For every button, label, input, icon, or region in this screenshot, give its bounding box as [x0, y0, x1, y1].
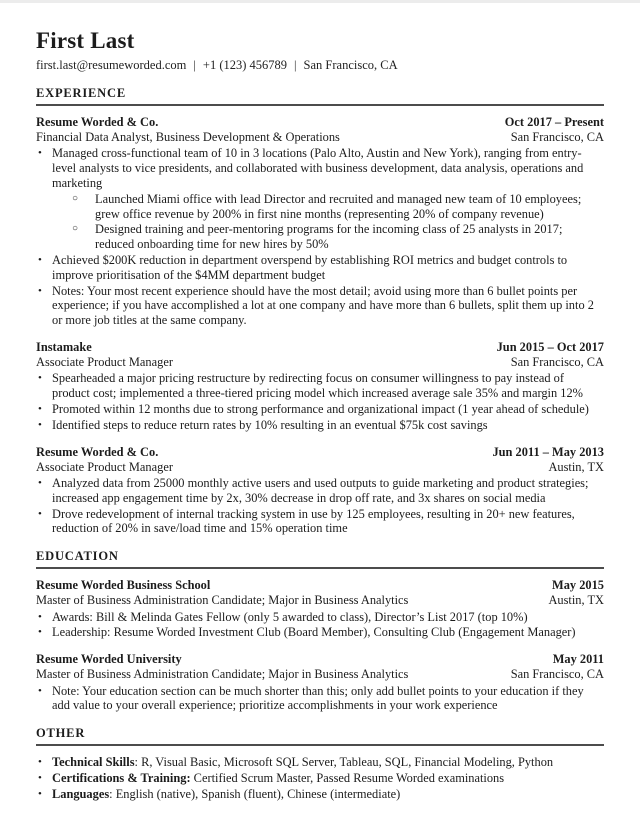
- bullet-lead: Certifications & Training:: [52, 770, 191, 785]
- entry: [36, 340, 604, 433]
- bullet-text: Promoted within 12 months due to strong performance and organizational impact (1 year ahead of schedule): [52, 401, 589, 416]
- bullet-text: Analyzed data from 25000 monthly active users and used outputs to guide marketing and product strategies; increased app engagement time by 2x, 30% decrease in drop off rate, and 3x shares on social media: [52, 475, 589, 505]
- entry-location: Austin, TX: [548, 593, 604, 608]
- bullet-text: Launched Miami office with lead Director and recruited and managed new team of 10 employees; grew office revenue by 200% in first nine months (representing 20% of company revenue): [95, 191, 582, 221]
- entry-location: San Francisco, CA: [510, 667, 604, 682]
- bullet-text: Notes: Your most recent experience should have the most detail; avoid using more than 6 bullet points per experience; if you have accomplished a lot at one company and have more than 6 bullets, split them up into 2 or more job titles at the same company.: [52, 283, 594, 328]
- entry-role: Financial Data Analyst, Business Development & Operations: [36, 130, 340, 145]
- section-experience: [36, 86, 604, 536]
- entry: [36, 115, 604, 328]
- bullet-item: [36, 684, 604, 714]
- entry-org: Resume Worded & Co.: [36, 444, 159, 459]
- contact-phone: +1 (123) 456789: [202, 58, 288, 72]
- bullet-item: [36, 253, 604, 283]
- bullet-marker: •: [38, 684, 42, 697]
- bullet-marker: •: [38, 402, 42, 415]
- bullet-item: [36, 192, 604, 222]
- bullet-text: Achieved $200K reduction in department overspend by establishing ROI metrics and budget controls to improve prioritisation of the $4MM department budget: [52, 252, 568, 282]
- bullet-text: Spearheaded a major pricing restructure by redirecting focus on consumer willingness to pay instead of product cost; implemented a three-tiered pricing model which increased average sale 35% and margin 12%: [52, 371, 583, 401]
- bullet-text: Awards: Bill & Melinda Gates Fellow (only 5 awarded to class), Director’s List 2017 (top 10%): [52, 609, 528, 624]
- bullet-marker: •: [38, 756, 42, 769]
- contact-separator: |: [193, 58, 196, 72]
- bullet-marker: •: [38, 610, 42, 623]
- entry-role: Master of Business Administration Candidate; Major in Business Analytics: [36, 667, 409, 682]
- entry-subheader: [36, 130, 604, 145]
- entry-date: Jun 2011 – May 2013: [492, 444, 604, 459]
- bullet-lead: Technical Skills: [52, 755, 135, 770]
- contact-line: [36, 57, 604, 73]
- entry: [36, 578, 604, 640]
- entry-subheader: [36, 355, 604, 370]
- entry: [36, 755, 604, 801]
- bullet-item: [36, 507, 604, 537]
- bullet-text: Identified steps to reduce return rates by 10% resulting in an eventual $75k cost savings: [52, 417, 488, 432]
- bullet-text: Drove redevelopment of internal tracking system in use by 125 employees, resulting in 20+ new features, reduction of 20% in save/load time and 15% operation time: [52, 506, 575, 536]
- sub-bullet-marker: ○: [72, 192, 79, 204]
- entry-org: Resume Worded Business School: [36, 578, 211, 593]
- bullet-lead: Languages: [52, 786, 110, 801]
- entry-header: [36, 578, 604, 593]
- bullet-item: [36, 402, 604, 417]
- entry-role: Associate Product Manager: [36, 459, 173, 474]
- bullet-item: [36, 755, 604, 770]
- contact-separator: |: [294, 58, 297, 72]
- entry-org: Instamake: [36, 339, 92, 354]
- bullet-marker: •: [38, 787, 42, 800]
- bullet-item: [36, 418, 604, 433]
- bullet-item: [36, 284, 604, 328]
- entry-subheader: [36, 460, 604, 475]
- entry-date: May 2011: [552, 652, 604, 667]
- entry-date: Oct 2017 – Present: [504, 115, 604, 129]
- contact-email: first.last@resumeworded.com: [36, 58, 187, 72]
- entry-org: Resume Worded University: [36, 652, 182, 667]
- bullet-marker: •: [38, 284, 42, 297]
- entry-org: Resume Worded & Co.: [36, 115, 159, 129]
- bullet-item: [36, 625, 604, 640]
- bullet-text: Designed training and peer-mentoring programs for the incoming class of 25 analysts in 2017; reduced onboarding time for new hires by 50%: [95, 222, 563, 252]
- entry-date: Jun 2015 – Oct 2017: [496, 339, 604, 354]
- entry-location: San Francisco, CA: [510, 130, 604, 145]
- bullet-marker: •: [38, 771, 42, 784]
- bullet-item: [36, 146, 604, 190]
- bullet-item: [36, 222, 604, 252]
- bullet-text: Note: Your education section can be much shorter than this; only add bullet points to your education if they add value to your overall experience; prioritize accomplishments in your work experience: [52, 683, 584, 713]
- bullet-text: Technical Skills: R, Visual Basic, Microsoft SQL Server, Tableau, SQL, Financial Modeling, Python: [52, 755, 554, 770]
- candidate-name: First Last: [36, 28, 135, 53]
- entry-date: May 2015: [552, 578, 604, 593]
- entry-role: Master of Business Administration Candidate; Major in Business Analytics: [36, 593, 409, 608]
- entry: [36, 652, 604, 713]
- entry-header: [36, 115, 604, 130]
- entry-subheader: [36, 593, 604, 608]
- bullet-marker: •: [38, 507, 42, 520]
- bullet-text: Leadership: Resume Worded Investment Club (Board Member), Consulting Club (Engagement Manager): [52, 625, 576, 640]
- bullet-item: [36, 771, 604, 786]
- entry-header: [36, 340, 604, 355]
- bullet-marker: •: [38, 626, 42, 639]
- contact-location: San Francisco, CA: [303, 58, 398, 72]
- entry-role: Associate Product Manager: [36, 355, 173, 370]
- section-heading: EXPERIENCE: [36, 86, 604, 106]
- entry-header: [36, 445, 604, 460]
- bullet-item: [36, 787, 604, 802]
- resume-page: [0, 3, 640, 802]
- bullet-text: Languages: English (native), Spanish (fluent), Chinese (intermediate): [52, 786, 401, 801]
- bullet-item: [36, 610, 604, 625]
- bullet-marker: •: [38, 147, 42, 160]
- section-education: [36, 549, 604, 713]
- entry-subheader: [36, 667, 604, 682]
- bullet-text: Managed cross-functional team of 10 in 3 locations (Palo Alto, Austin and New York), ranging from entry-level analysts to vice presidents, and collaborated with business development, data analysis, operations and marketing: [52, 146, 584, 190]
- section-heading: EDUCATION: [36, 549, 604, 569]
- resume-sections: [36, 86, 604, 802]
- entry: [36, 445, 604, 537]
- bullet-marker: •: [38, 476, 42, 489]
- bullet-marker: •: [38, 418, 42, 431]
- section-other: [36, 726, 604, 801]
- entry-location: Austin, TX: [548, 459, 604, 474]
- bullet-marker: •: [38, 372, 42, 385]
- bullet-item: [36, 371, 604, 401]
- bullet-marker: •: [38, 253, 42, 266]
- section-heading: OTHER: [36, 726, 604, 746]
- entry-header: [36, 652, 604, 667]
- bullet-item: [36, 476, 604, 506]
- bullet-text: Certifications & Training: Certified Scrum Master, Passed Resume Worded examinations: [52, 770, 505, 785]
- sub-bullet-marker: ○: [72, 223, 79, 235]
- entry-location: San Francisco, CA: [510, 355, 604, 370]
